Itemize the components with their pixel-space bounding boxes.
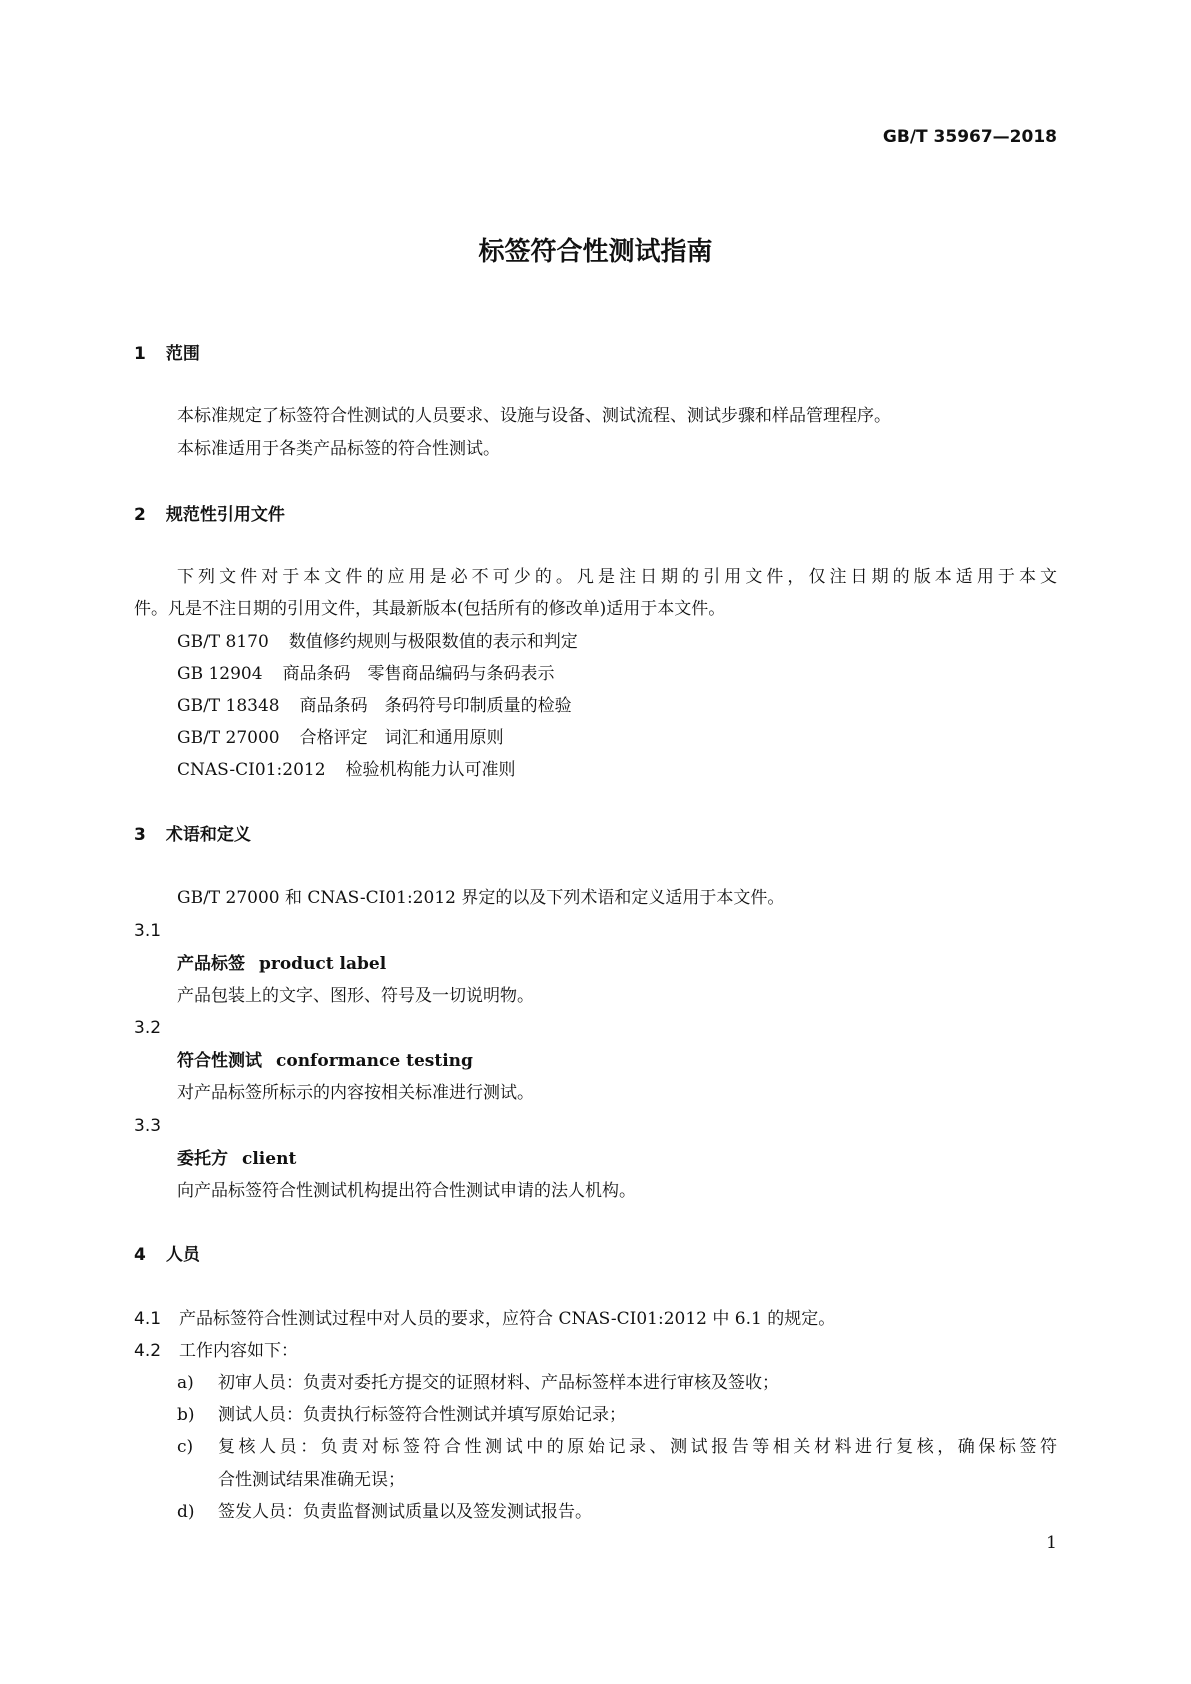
clause-number: 4.1 [134,1309,162,1329]
section-number: 3 [134,825,146,845]
section-1-heading [134,343,200,365]
section-number: 1 [134,344,146,364]
paragraph: 本标准规定了标签符合性测试的人员要求、设施与设备、测试流程、测试步骤和样品管理程序。 [177,406,891,426]
paragraph: 本标准适用于各类产品标签的符合性测试。 [177,439,500,459]
ref-code: GB 12904 [177,664,263,684]
section-title: 规范性引用文件 [165,505,285,525]
term-heading [177,1050,473,1072]
paragraph: GB/T 27000 和 CNAS-CI01:2012 界定的以及下列术语和定义适用于本文件。 [177,888,785,908]
ref-code: GB/T 27000 [177,728,280,748]
section-title: 人员 [165,1245,200,1265]
section-3-heading [134,824,251,846]
term-number: 3.3 [134,1116,162,1136]
ref-title: 商品条码 条码符号印制质量的检验 [299,696,572,716]
ref-title: 检验机构能力认可准则 [345,760,516,780]
section-title: 范围 [165,344,200,364]
section-number: 4 [134,1245,146,1265]
term-definition: 产品包装上的文字、图形、符号及一切说明物。 [177,986,534,1006]
reference-item [177,695,572,717]
list-item: 测试人员：负责执行标签符合性测试并填写原始记录； [218,1405,626,1425]
clause-text: 产品标签符合性测试过程中对人员的要求，应符合 CNAS-CI01:2012 中 6.1 的规定。 [179,1309,836,1329]
list-marker: a) [177,1373,194,1393]
section-title: 术语和定义 [165,825,251,845]
clause-number: 4.2 [134,1341,162,1361]
term-definition: 对产品标签所标示的内容按相关标准进行测试。 [177,1083,534,1103]
list-item: 签发人员：负责监督测试质量以及签发测试报告。 [218,1502,592,1522]
ref-title: 数值修约规则与极限数值的表示和判定 [288,632,578,652]
term-en: conformance testing [276,1051,473,1071]
list-item-continuation: 合性测试结果准确无误； [218,1470,405,1490]
standard-number: GB/T 35967—2018 [882,127,1057,147]
paragraph-line: 件。凡是不注日期的引用文件，其最新版本(包括所有的修改单)适用于本文件。 [134,599,726,619]
list-marker: c) [177,1437,194,1457]
term-en: product label [259,954,387,974]
term-zh: 委托方 [177,1149,228,1169]
list-item: 初审人员：负责对委托方提交的证照材料、产品标签样本进行审核及签收； [218,1373,779,1393]
section-2-heading [134,504,285,526]
paragraph-line: 下列文件对于本文件的应用是必不可少的。凡是注日期的引用文件，仅注日期的版本适用于本文 [177,567,1057,587]
term-number: 3.2 [134,1018,162,1038]
term-heading [177,1148,296,1170]
clause-4-2 [134,1340,298,1362]
ref-code: CNAS-CI01:2012 [177,760,326,780]
term-en: client [242,1149,297,1169]
term-zh: 符合性测试 [177,1051,262,1071]
term-definition: 向产品标签符合性测试机构提出符合性测试申请的法人机构。 [177,1181,636,1201]
clause-text: 工作内容如下： [179,1341,299,1361]
reference-item [177,663,555,685]
ref-title: 合格评定 词汇和通用原则 [299,728,504,748]
clause-4-1 [134,1308,835,1330]
term-zh: 产品标签 [177,954,245,974]
section-4-heading [134,1244,200,1266]
ref-title: 商品条码 零售商品编码与条码表示 [282,664,555,684]
term-heading [177,953,386,975]
list-marker: b) [177,1405,195,1425]
section-number: 2 [134,505,146,525]
document-title: 标签符合性测试指南 [478,237,713,267]
list-marker: d) [177,1502,195,1522]
reference-item [177,727,504,749]
ref-code: GB/T 8170 [177,632,269,652]
term-number: 3.1 [134,921,162,941]
page-number: 1 [1046,1533,1057,1553]
reference-item [177,759,516,781]
ref-code: GB/T 18348 [177,696,280,716]
reference-item [177,631,578,653]
list-item: 复核人员：负责对标签符合性测试中的原始记录、测试报告等相关材料进行复核，确保标签符 [218,1437,1057,1457]
